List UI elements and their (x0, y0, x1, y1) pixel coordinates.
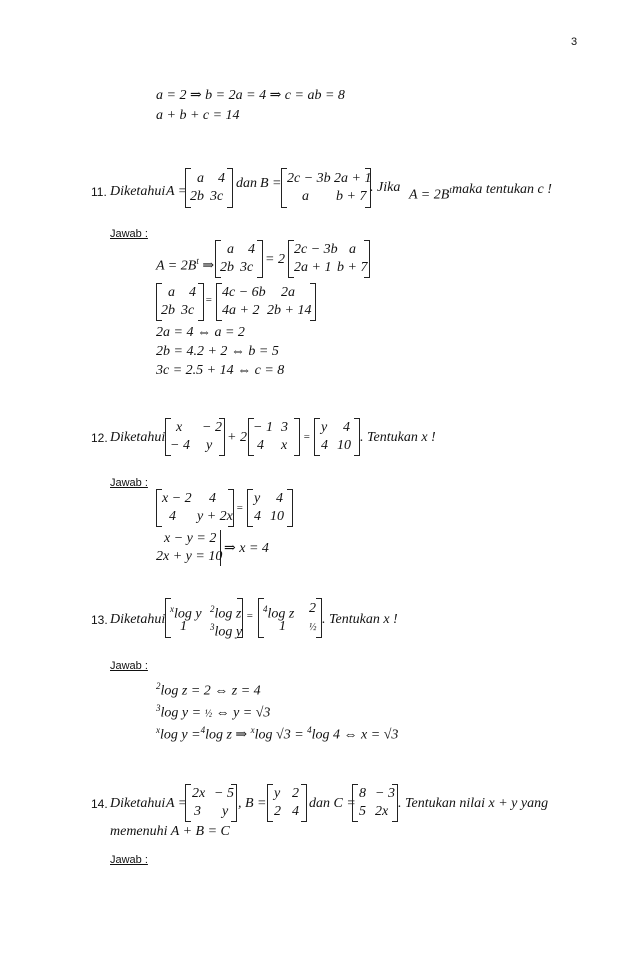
q11-b-label: B = (260, 176, 282, 191)
q13-result-2: $^3$log y = ½ ⇔ y = √3 (156, 703, 271, 721)
matrix-cell: y + 2x (197, 509, 233, 524)
q12-eq: = (303, 431, 311, 443)
q14-b-label: , B = (238, 796, 267, 811)
matrix-cell: y (222, 804, 229, 819)
matrix-cell: 2b + 14 (267, 303, 312, 318)
matrix-cell: 3 (194, 804, 201, 819)
q11-number: 11. (91, 185, 107, 199)
matrix-cell: 2 (292, 786, 299, 801)
matrix-cell: 10 (270, 509, 284, 524)
matrix-cell: 3c (181, 303, 195, 318)
q12-matrix-m4 (156, 489, 234, 527)
matrix-cell: 2a (281, 285, 295, 300)
q12-matrix-m3 (314, 418, 360, 456)
matrix-cell: 5 (359, 804, 366, 819)
q14-jawab: Jawab : (110, 854, 148, 866)
matrix-cell: $^4$log z (263, 604, 295, 622)
q11-condition: $A = 2B^t$ (409, 185, 452, 203)
q11-result-2: 2b = 4.2 + 2 ⇔ b = 5 (156, 344, 279, 359)
matrix-cell: x − 2 (162, 491, 192, 506)
matrix-cell: 10 (337, 438, 351, 453)
matrix-cell: a (197, 171, 204, 186)
matrix-cell: 4 (257, 438, 264, 453)
q14-line2: memenuhi A + B = C (110, 824, 230, 839)
q13-result-1: $^2$log z = 2 ⇔ z = 4 (156, 681, 261, 699)
q14-a-label: A = (166, 796, 188, 811)
matrix-cell: 1 (279, 619, 286, 634)
matrix-cell: 2 (309, 601, 316, 616)
matrix-cell: a (227, 242, 234, 257)
matrix-cell: 4 (343, 420, 350, 435)
matrix-cell: 2 (274, 804, 281, 819)
q11-result-1: 2a = 4 ⇔ a = 2 (156, 325, 245, 340)
matrix-cell: − 5 (214, 786, 234, 801)
matrix-cell: 4 (292, 804, 299, 819)
q14-matrix-a (185, 784, 237, 822)
q13-number: 13. (91, 613, 108, 627)
q11-matrix-b (281, 168, 371, 208)
q11-jawab: Jawab : (110, 228, 148, 240)
matrix-cell: y (274, 786, 281, 801)
q11-eq-sign: = (205, 294, 213, 306)
matrix-cell: $^x$log y (170, 604, 202, 622)
q11-dan: dan (236, 176, 257, 191)
q12-system-eq1: x − y = 2 (164, 531, 217, 546)
matrix-cell: 3c (210, 189, 224, 204)
matrix-cell: 2x (375, 804, 389, 819)
q13-diketahui: Diketahui (110, 612, 166, 627)
matrix-cell: 4 (276, 491, 283, 506)
q11-matrix-a (185, 168, 233, 208)
q11-matrix-m1 (215, 240, 263, 278)
matrix-cell: 1 (180, 619, 187, 634)
q14-matrix-c (352, 784, 398, 822)
matrix-cell: 4 (189, 285, 196, 300)
matrix-cell: 2b (220, 260, 234, 275)
q13-matrix-m2 (258, 598, 322, 638)
matrix-cell: 4a + 2 (222, 303, 260, 318)
matrix-cell: − 3 (375, 786, 395, 801)
q11-diketahui: Diketahui (110, 184, 166, 199)
q11-jika: . Jika (370, 180, 401, 195)
q12-system-eq2: 2x + y = 10 (156, 549, 223, 564)
page-number: 3 (571, 36, 578, 48)
matrix-cell: 8 (359, 786, 366, 801)
matrix-cell: − 2 (202, 420, 222, 435)
matrix-cell: y (321, 420, 328, 435)
matrix-cell: b + 7 (337, 260, 368, 275)
prev-line-1: a = 2 ⇒ b = 2a = 4 ⇒ c = ab = 8 (156, 88, 345, 103)
q14-matrix-b (267, 784, 307, 822)
q14-diketahui: Diketahui (110, 796, 166, 811)
q11-matrix-m2 (288, 240, 370, 278)
q14-tentukan: . Tentukan nilai x + y yang (398, 796, 549, 811)
matrix-cell: 4 (254, 509, 261, 524)
matrix-cell: 3 (281, 420, 288, 435)
q11-step1-lhs: $A = 2B^t$ ⇒ (156, 256, 215, 274)
matrix-cell: x (281, 438, 288, 453)
q11-a-label: A = (166, 184, 188, 199)
q12-system (156, 530, 221, 566)
matrix-cell: 4 (209, 491, 216, 506)
q14-dan: dan C = (309, 796, 356, 811)
matrix-cell: 4 (248, 242, 255, 257)
q12-matrix-m2 (248, 418, 300, 456)
matrix-cell: 2x (192, 786, 206, 801)
matrix-cell: 4 (218, 171, 225, 186)
q12-diketahui: Diketahui (110, 430, 166, 445)
q11-matrix-m4 (216, 283, 316, 321)
q12-jawab: Jawab : (110, 477, 148, 489)
q12-result: ⇒ x = 4 (224, 541, 269, 556)
matrix-cell: 2a + 1 (334, 171, 372, 186)
q13-result-3: $^x$log y =$^4$log z ⇒ $^x$log √3 = $^4$log 4 ⇔ x = √3 (156, 725, 399, 743)
q12-matrix-m5 (247, 489, 293, 527)
matrix-cell: 4 (169, 509, 176, 524)
matrix-cell: y (206, 438, 213, 453)
q11-matrix-m3 (156, 283, 204, 321)
matrix-cell: − 4 (170, 438, 190, 453)
q13-eq: = (246, 610, 254, 622)
matrix-cell: a (349, 242, 356, 257)
matrix-cell: 4c − 6b (222, 285, 266, 300)
matrix-cell: 4 (321, 438, 328, 453)
matrix-cell: 2b (161, 303, 175, 318)
q11-step1-eq: = 2 (265, 252, 285, 267)
matrix-cell: 2c − 3b (287, 171, 331, 186)
matrix-cell: $^2$log z (210, 604, 242, 622)
matrix-cell: 3c (240, 260, 254, 275)
q13-tentukan: . Tentukan x ! (322, 612, 398, 627)
q12-number: 12. (91, 431, 108, 445)
matrix-cell: x (176, 420, 183, 435)
matrix-cell: a (168, 285, 175, 300)
matrix-cell: b + 7 (336, 189, 367, 204)
matrix-cell: $^3$log y (210, 622, 243, 640)
matrix-cell: y (254, 491, 261, 506)
q12-matrix-m1 (165, 418, 225, 456)
q12-tentukan: . Tentukan x ! (360, 430, 436, 445)
q11-result-3: 3c = 2.5 + 14 ⇔ c = 8 (156, 363, 285, 378)
matrix-cell: 2a + 1 (294, 260, 332, 275)
q13-matrix-m1 (165, 598, 243, 638)
q12-eq-2: = (236, 502, 244, 514)
q11-maka: maka tentukan c ! (452, 182, 552, 197)
matrix-cell: a (302, 189, 309, 204)
matrix-cell: − 1 (253, 420, 273, 435)
q13-jawab: Jawab : (110, 660, 148, 672)
matrix-cell: ½ (309, 622, 317, 633)
matrix-cell: 2c − 3b (294, 242, 338, 257)
q14-number: 14. (91, 797, 108, 811)
matrix-cell: 2b (190, 189, 204, 204)
q12-plus: + 2 (227, 430, 247, 445)
prev-line-2: a + b + c = 14 (156, 108, 240, 123)
